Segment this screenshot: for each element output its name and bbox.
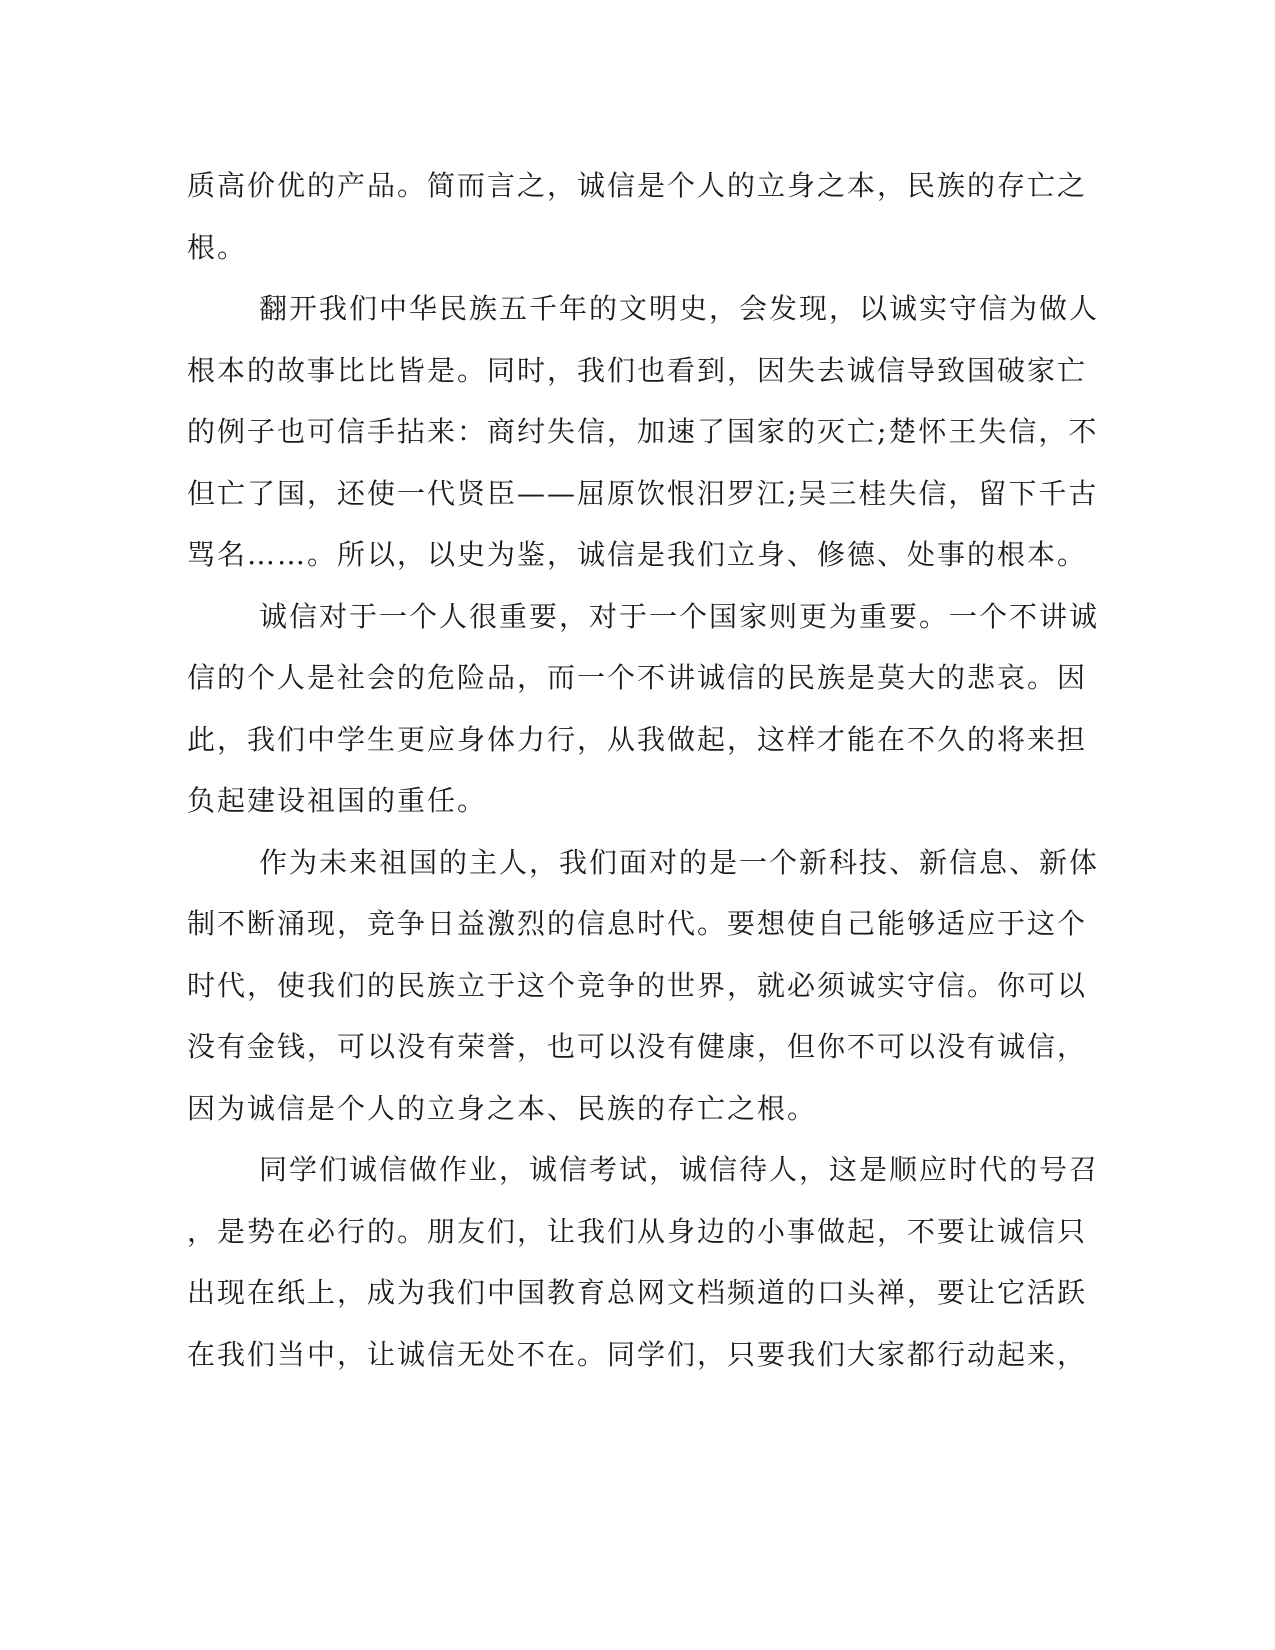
paragraph-start-line: 诚信对于一个人很重要，对于一个国家则更为重要。一个不讲诚 (259, 599, 1100, 633)
text-line: 根。 (187, 230, 248, 264)
text-line: 没有金钱，可以没有荣誉，也可以没有健康，但你不可以没有诚信， (187, 1030, 1088, 1063)
text-line: 但亡了国，还使一代贤臣——屈原饮恨汨罗江;吴三桂失信，留下千古 (187, 476, 1099, 510)
text-line: 在我们当中，让诚信无处不在。同学们，只要我们大家都行动起来， (187, 1337, 1088, 1371)
text-line: 信的个人是社会的危险品，而一个不讲诚信的民族是莫大的悲哀。因 (187, 661, 1088, 694)
paragraph-start-line: 同学们诚信做作业，诚信考试，诚信待人，这是顺应时代的号召 (259, 1153, 1100, 1186)
text-line: 根本的故事比比皆是。同时，我们也看到，因失去诚信导致国破家亡 (187, 353, 1088, 387)
paragraph-start-line: 作为未来祖国的主人，我们面对的是一个新科技、新信息、新体 (259, 845, 1100, 879)
text-line: ，是势在必行的。朋友们，让我们从身边的小事做起，不要让诚信只 (187, 1214, 1088, 1248)
text-line: 的例子也可信手拈来：商纣失信，加速了国家的灭亡;楚怀王失信，不 (187, 415, 1099, 448)
text-line: 质高价优的产品。简而言之，诚信是个人的立身之本，民族的存亡之 (187, 169, 1088, 202)
text-line: 骂名……。所以，以史为鉴，诚信是我们立身、修德、处事的根本。 (187, 538, 1088, 571)
paragraph-start-line: 翻开我们中华民族五千年的文明史，会发现，以诚实守信为做人 (259, 292, 1100, 325)
text-line: 此，我们中学生更应身体力行，从我做起，这样才能在不久的将来担 (187, 722, 1088, 756)
text-line: 制不断涌现，竞争日益激烈的信息时代。要想使自己能够适应于这个 (187, 907, 1088, 940)
text-line: 负起建设祖国的重任。 (187, 784, 488, 817)
text-line: 时代，使我们的民族立于这个竞争的世界，就必须诚实守信。你可以 (187, 968, 1088, 1002)
document-body (187, 155, 1100, 1385)
text-line: 因为诚信是个人的立身之本、民族的存亡之根。 (187, 1091, 818, 1125)
text-line: 出现在纸上，成为我们中国教育总网文档频道的口头禅，要让它活跃 (187, 1276, 1088, 1309)
